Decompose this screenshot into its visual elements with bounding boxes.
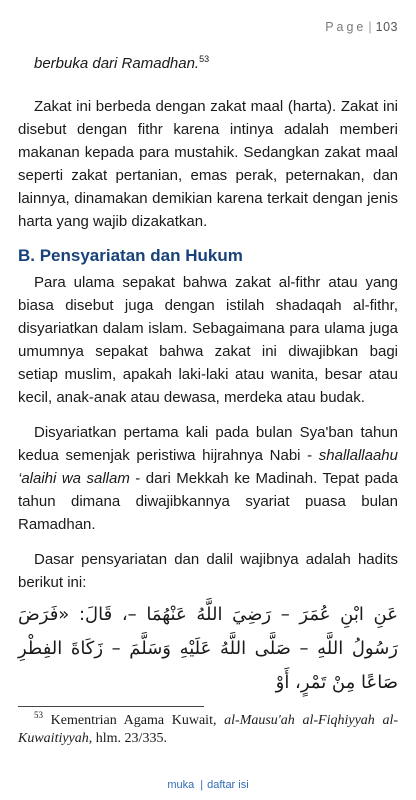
footnote-italic-title: al-Mausu'ah al-Fiqhiyyah al-Kuwaitiyyah [18, 713, 398, 746]
footnote-divider [18, 706, 204, 707]
continued-line [18, 52, 398, 75]
nav-link-muka[interactable]: muka [167, 779, 195, 791]
page-content [18, 52, 398, 700]
nav-separator: | [200, 779, 204, 791]
page-number: 103 [375, 20, 398, 34]
footnote-text-start: Kementrian Agama Kuwait, [50, 713, 225, 728]
header-separator: | [368, 20, 372, 34]
footnote-number: 53 [34, 710, 43, 721]
page-label: Page [325, 20, 367, 34]
paragraph-evidence-intro: Dasar pensyariatan dan dalil wajibnya adalah hadits berikut ini: [18, 551, 398, 591]
para3-text-before: Disyariatkan pertama kali pada bulan Sya'ban tahun kedua semenjak peristiwa hijrahnya Nabi - [18, 424, 398, 464]
paragraph-zakat-difference: Zakat ini berbeda dengan zakat maal (harta). Zakat ini disebut dengan fithr karena intinya adalah memberi makanan kepada para mustahik. Sedangkan zakat maal seperti zakat pertanian, emas perak, peternakan, dan lainnya, dinamakan demikian karena terkait dengan jenis harta yang wajib dizakatkan. [18, 98, 398, 230]
paragraph-first-legislated [18, 421, 398, 536]
bottom-nav [0, 779, 416, 791]
footnote-ref[interactable]: 53 [199, 54, 210, 64]
continued-line-text: berbuka dari Ramadhan. [34, 55, 200, 72]
paragraph-ulama-consensus: Para ulama sepakat bahwa zakat al-fithr atau yang biasa disebut juga dengan istilah shadaqah al-fithr, disyariatkan dalam islam. Sebagaimana para ulama juga umumnya sepakat bahwa zakat ini diwajibkan bagi setiap muslim, apakah laki-laki atau wanita, besar atau kecil, anak-anak atau dewasa, merdeka atau budak. [18, 274, 398, 406]
section-heading: B. Pensyariatan dan Hukum [18, 246, 243, 265]
footnote [18, 712, 398, 748]
arabic-hadith: عَنِ ابْنِ عُمَرَ – رَضِيَ اللَّهُ عَنْهُمَا –، قَالَ: «فَرَضَ رَسُولُ اللَّهِ – صَلَّى اللَّهُ عَلَيْهِ وَسَلَّمَ – زَكَاةَ الفِطْرِ صَاعًا مِنْ تَمْرٍ، أَوْ [18, 604, 398, 693]
page-header [325, 20, 398, 34]
para3-text-after: - dari Mekkah ke Madinah. Tepat pada tahun dimana diwajibkannya syariat puasa bulan Ramadhan. [18, 470, 398, 533]
nav-link-daftar-isi[interactable]: daftar isi [207, 779, 249, 791]
footnote-text-end: , hlm. 23/335. [88, 731, 167, 746]
para3-italic: shallallaahu ‘alaihi wa sallam [18, 447, 398, 487]
